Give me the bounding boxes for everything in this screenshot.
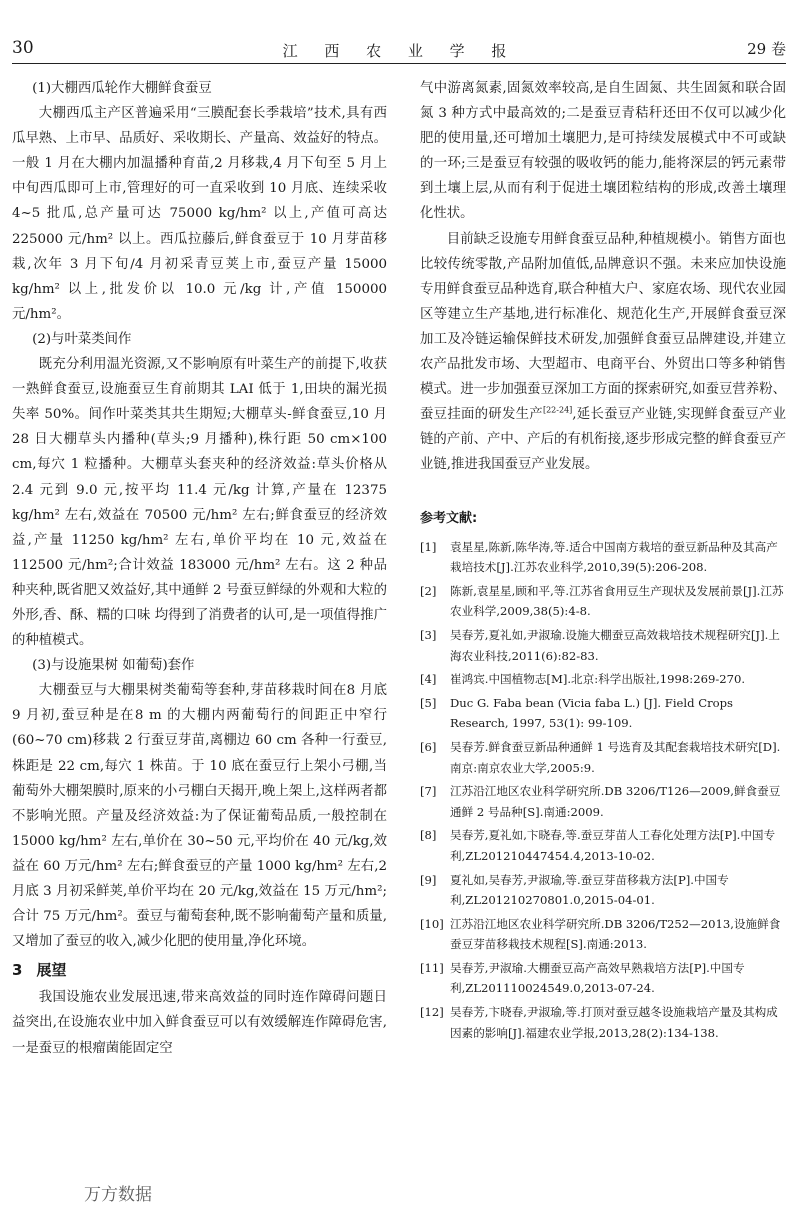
ref-number: [7] [420,784,437,799]
header-rule [12,63,786,64]
ref-text: 江苏沿江地区农业科学研究所.DB 3206/T252—2013,设施鲜食蚕豆芽苗移栽技术规程[S].南通:2013. [450,916,781,952]
ref-number: [1] [420,539,437,554]
ref-number: [3] [420,627,437,642]
left-column [12,76,387,1061]
reference-item [420,693,786,734]
right-column [420,76,786,1046]
paragraph-text: 目前缺乏设施专用鲜食蚕豆品种,种植规模小。销售方面也比较传统零散,产品附加值低,品牌意识不强。未来应加快设施专用鲜食蚕豆品种选育,联合种植大户、家庭农场、现代农业园区等建立生产基地,进行标准化、规范化生产,开展鲜食蚕豆深加工及冷链运输保鲜技术研发,加强鲜食蚕豆品牌建设,并建立农产品批发市场、大型超市、电商平台、外贸出口等多种销售模式。进一步加强蚕豆深加工方面的探索研究,如蚕豆营养粉、蚕豆挂面的研发生产 [420,231,786,423]
reference-item [420,625,786,666]
ref-text: 吴春芳,尹淑瑜.大棚蚕豆高产高效早熟栽培方法[P].中国专利,ZL201110024549.0,2013-07-24. [450,960,745,996]
paragraph: 既充分利用温光资源,又不影响原有叶菜生产的前提下,收获一熟鲜食蚕豆,设施蚕豆生育前期其 LAI 低于 1,田块的漏光损失率 50%。间作叶菜类其共生期短;大棚草头-鲜食蚕豆,10 月 28 日大棚草头内播种(草头;9 月播种),株行距 50 cm×100 cm,每穴 1 粒播种。大棚草头套夹种的经济效益:草头价格从 2.4 元到 9.0 元,按平均 11.4 元/kg 计算,产量在 12375 kg/hm² 左右,效益在 70500 元/hm² 左右;鲜食蚕豆的经济效益,产量 11250 kg/hm² 左右,单价平均在 10 元,效益在 112500 元/hm²;合计效益 183000 元/hm² 左右。这 2 种品种夹种,既省肥又效益好,其中通鲜 2 号蚕豆鲜绿的外观和大粒的外形,香、酥、糯的口味 均得到了消费者的认可,是一项值得推广的种植模式。 [12,357,387,649]
reference-item [420,958,786,999]
ref-number: [6] [420,739,437,754]
ref-text: 陈新,袁星星,顾和平,等.江苏省食用豆生产现状及发展前景[J].江苏农业科学,2009,38(5):4-8. [450,583,784,619]
ref-text: 夏礼如,吴春芳,尹淑瑜,等.蚕豆芽苗移栽方法[P].中国专利,ZL201210270801.0,2015-04-01. [450,872,729,908]
reference-item [420,1002,786,1043]
ref-number: [11] [420,960,444,975]
citation: [22-24] [542,405,573,415]
references-heading: 参考文献: [420,510,478,526]
reference-list [420,537,786,1044]
ref-number: [5] [420,695,437,710]
reference-item [420,914,786,955]
ref-text: 吴春芳,夏礼如,卞晓春,等.蚕豆芽苗人工春化处理方法[P].中国专利,ZL201210447454.4,2013-10-02. [450,828,776,863]
subheading-2: (2)与叶菜类间作 [32,331,132,347]
ref-number: [12] [420,1005,444,1020]
ref-number: [2] [420,583,437,598]
page-header [0,0,800,62]
ref-number: [10] [420,916,444,931]
reference-item [420,825,786,866]
ref-text: 吴春芳.鲜食蚕豆新品种通鲜 1 号选育及其配套栽培技术研究[D].南京:南京农业大学,2005:9. [450,739,781,775]
paragraph: 大棚西瓜主产区普遍采用“三膜配套长季栽培”技术,具有西瓜早熟、上市早、品质好、采收期长、产量高、效益好的特点。一般 1 月在大棚内加温播种育苗,2 月移栽,4 月下旬至 5 月上中旬西瓜即可上市,管理好的可一直采收到 10 月底、连续采收 4~5 批瓜,总产量可达 75000 kg/hm² 以上,产值可高达 225000 元/hm² 以上。西瓜拉藤后,鲜食蚕豆于 10 月芽苗移栽,次年 3 月下旬/4 月初采青豆荚上市,蚕豆产量 15000 kg/hm² 以上,批发价以 10.0 元/kg 计,产值 150000 元/hm²。 [12,106,387,322]
ref-text: Duc G. Faba bean (Vicia faba L.) [J]. Field Crops Research, 1997, 53(1): 99-109. [450,695,733,731]
reference-item [420,669,786,690]
volume-label: 29 卷 [747,40,786,58]
subheading-3: (3)与设施果树 如葡萄)套作 [32,658,195,674]
paragraph [420,227,786,478]
ref-number: [9] [420,872,437,887]
page-number: 30 [12,38,34,58]
ref-number: [8] [420,828,437,843]
ref-number: [4] [420,672,437,687]
paragraph: 气中游离氮素,固氮效率较高,是自生固氮、共生固氮和联合固氮 3 种方式中最高效的;二是蚕豆青秸秆还田不仅可以减少化肥的使用量,还可增加土壤肥力,是可持续发展模式中不可或缺的一环;三是蚕豆有较强的吸收钙的能力,能将深层的钙元素带到土壤上层,从而有利于促进土壤团粒结构的形成,改善土壤理化性状。 [420,81,786,222]
reference-item [420,870,786,911]
reference-item [420,537,786,578]
reference-item [420,737,786,778]
ref-text: 崔鸿宾.中国植物志[M].北京:科学出版社,1998:269-270. [450,672,746,687]
reference-item [420,781,786,822]
ref-text: 袁星星,陈新,陈华涛,等.适合中国南方栽培的蚕豆新品种及其高产栽培技术[J].江苏农业科学,2010,39(5):206-208. [450,539,778,575]
paragraph: 我国设施农业发展迅速,带来高效益的同时连作障碍问题日益突出,在设施农业中加入鲜食蚕豆可以有效缓解连作障碍危害,一是蚕豆的根瘤菌能固定空 [12,990,387,1056]
paragraph-text: ,延长蚕豆产业链,实现鲜食蚕豆产业链的产前、产中、产后的有机衔接,逐步形成完整的鲜食蚕豆产业链,推进我国蚕豆产业发展。 [420,407,787,473]
ref-text: 吴春芳,夏礼如,尹淑瑜.设施大棚蚕豆高效栽培技术规程研究[J].上海农业科技,2011(6):82-83. [450,627,780,663]
subheading-1: (1)大棚西瓜轮作大棚鲜食蚕豆 [32,81,212,96]
watermark: 万方数据 [84,1185,152,1205]
reference-item [420,581,786,622]
section-title: 展望 [36,961,67,980]
section-heading [12,958,387,983]
ref-text: 江苏沿江地区农业科学研究所.DB 3206/T126—2009,鲜食蚕豆通鲜 2 号品种[S].南通:2009. [450,784,781,819]
section-number: 3 [12,961,23,980]
paragraph: 大棚蚕豆与大棚果树类葡萄等套种,芽苗移栽时间在8 月底 9 月初,蚕豆种是在8 m 的大棚内两葡萄行的间距正中窄行(60~70 cm)移栽 2 行蚕豆芽苗,离棚边 60 cm 各种一行蚕豆,株距是 22 cm,每穴 1 株苗。于 10 底在蚕豆行上架小弓棚,当葡萄外大棚架膜时,原来的小弓棚白天揭开,晚上架上,这样两者都不影响光照。产量及经济效益:为了保证葡萄品质,一般控制在 15000 kg/hm² 左右,单价在 30~50 元,平均价在 40 元/kg,效益在 60 万元/hm² 左右;鲜食蚕豆的产量 1000 kg/hm² 左右,2 月底 3 月初采鲜荚,单价平均在 20 元/kg,效益在 15 万元/hm²;合计 75 万元/hm²。蚕豆与葡萄套种,既不影响葡萄产量和质量,又增加了蚕豆的收入,减少化肥的使用量,净化环境。 [12,683,387,950]
ref-text: 吴春芳,卞晓春,尹淑瑜,等.打顶对蚕豆越冬设施栽培产量及其构成因素的影响[J].福建农业学报,2013,28(2):134-138. [450,1005,778,1040]
journal-title: 江 西 农 业 学 报 [282,42,518,60]
